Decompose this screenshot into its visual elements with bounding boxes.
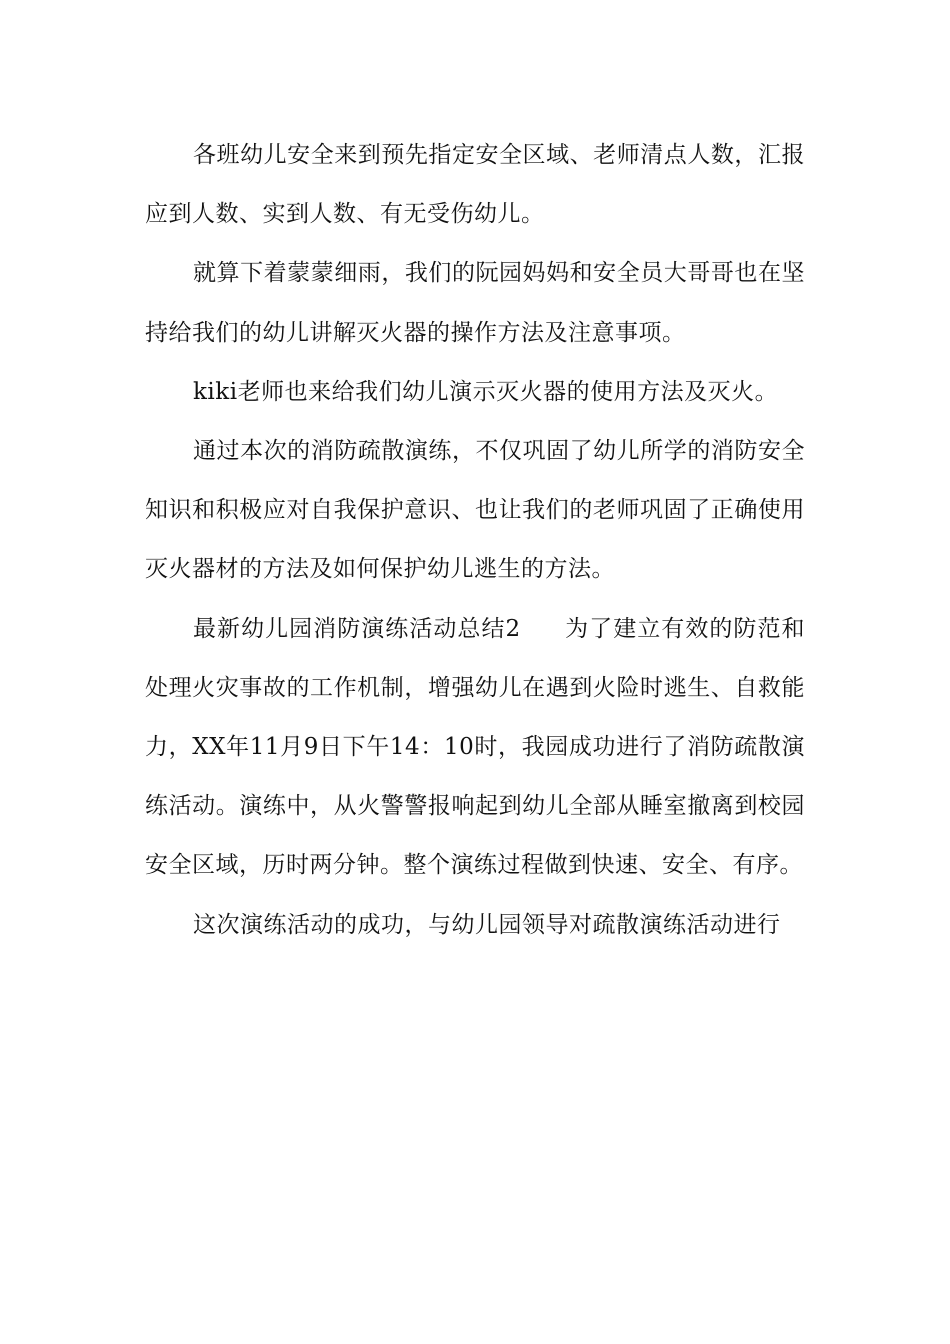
paragraph-safety-area: 各班幼儿安全来到预先指定安全区域、老师清点人数，汇报应到人数、实到人数、有无受伤幼儿。: [145, 142, 805, 228]
section-heading: 最新幼儿园消防演练活动总结2: [193, 615, 521, 642]
section-body: 为了建立有效的防范和处理火灾事故的工作机制，增强幼儿在遇到火险时逃生、自救能力，XX年11月9日下午14：10时，我园成功进行了消防疏散演练活动。演练中，从火警警报响起到幼儿全部从睡室撤离到校园安全区域，历时两分钟。整个演练过程做到快速、安全、有序。: [145, 615, 805, 879]
paragraph-kiki-demo: kiki老师也来给我们幼儿演示灭火器的使用方法及灭火。: [193, 378, 779, 405]
paragraph-section-2: [145, 600, 805, 896]
paragraph-success: 这次演练活动的成功，与幼儿园领导对疏散演练活动进行: [193, 911, 781, 938]
document-body: [145, 126, 805, 955]
paragraph-drill-outcome: 通过本次的消防疏散演练，不仅巩固了幼儿所学的消防安全知识和积极应对自我保护意识、也让我们的老师巩固了正确使用灭火器材的方法及如何保护幼儿逃生的方法。: [145, 438, 805, 583]
paragraph-extinguisher-explanation: 就算下着蒙蒙细雨，我们的阮园妈妈和安全员大哥哥也在坚持给我们的幼儿讲解灭火器的操作方法及注意事项。: [145, 260, 805, 346]
